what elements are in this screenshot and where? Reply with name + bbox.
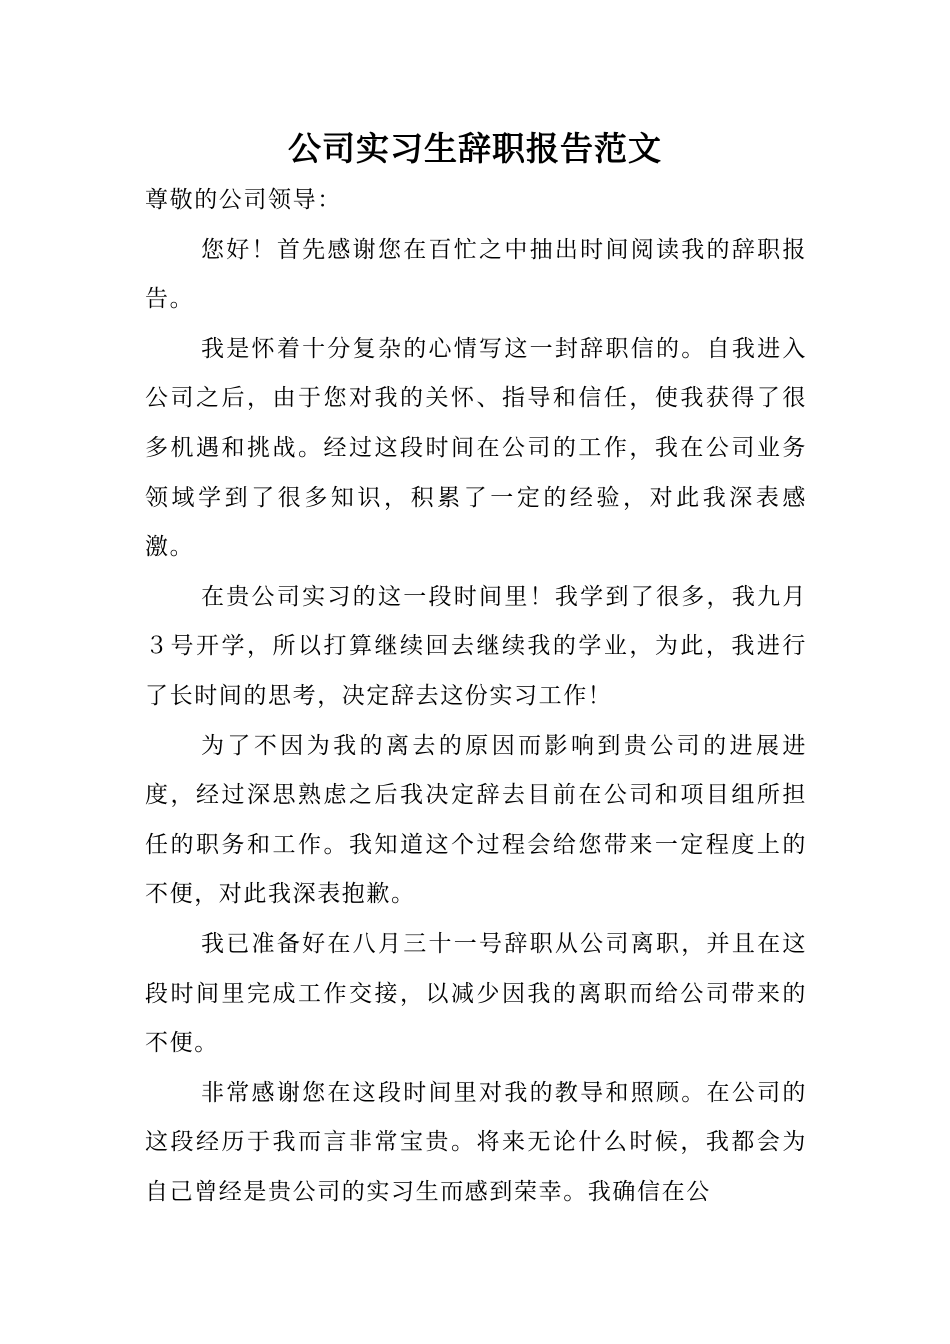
paragraph-thanks: 非常感谢您在这段时间里对我的教导和照顾。在公司的这段经历于我而言非常宝贵。将来无论什么时候，我都会为自己曾经是贵公司的实习生而感到荣幸。我确信在公 [145,1079,807,1205]
paragraph-handover: 我已准备好在八月三十一号辞职从公司离职，并且在这段时间里完成工作交接，以减少因我的离职而给公司带来的不便。 [145,930,807,1057]
paragraph-reason: 在贵公司实习的这一段时间里！我学到了很多，我九月３号开学，所以打算继续回去继续我的学业，为此，我进行了长时间的思考，决定辞去这份实习工作！ [145,583,807,709]
paragraph-gratitude: 我是怀着十分复杂的心情写这一封辞职信的。自我进入公司之后，由于您对我的关怀、指导和信任，使我获得了很多机遇和挑战。经过这段时间在公司的工作，我在公司业务领域学到了很多知识，积累了一定的经验，对此我深表感激。 [145,335,807,561]
paragraph-decision: 为了不因为我的离去的原因而影响到贵公司的进展进度，经过深思熟虑之后我决定辞去目前在公司和项目组所担任的职务和工作。我知道这个过程会给您带来一定程度上的不便，对此我深表抱歉。 [145,732,807,908]
document-title: 公司实习生辞职报告范文 [288,129,662,168]
paragraph-greeting: 您好！首先感谢您在百忙之中抽出时间阅读我的辞职报告。 [145,236,807,313]
document-body [145,176,807,1217]
salutation: 尊敬的公司领导： [145,187,342,213]
